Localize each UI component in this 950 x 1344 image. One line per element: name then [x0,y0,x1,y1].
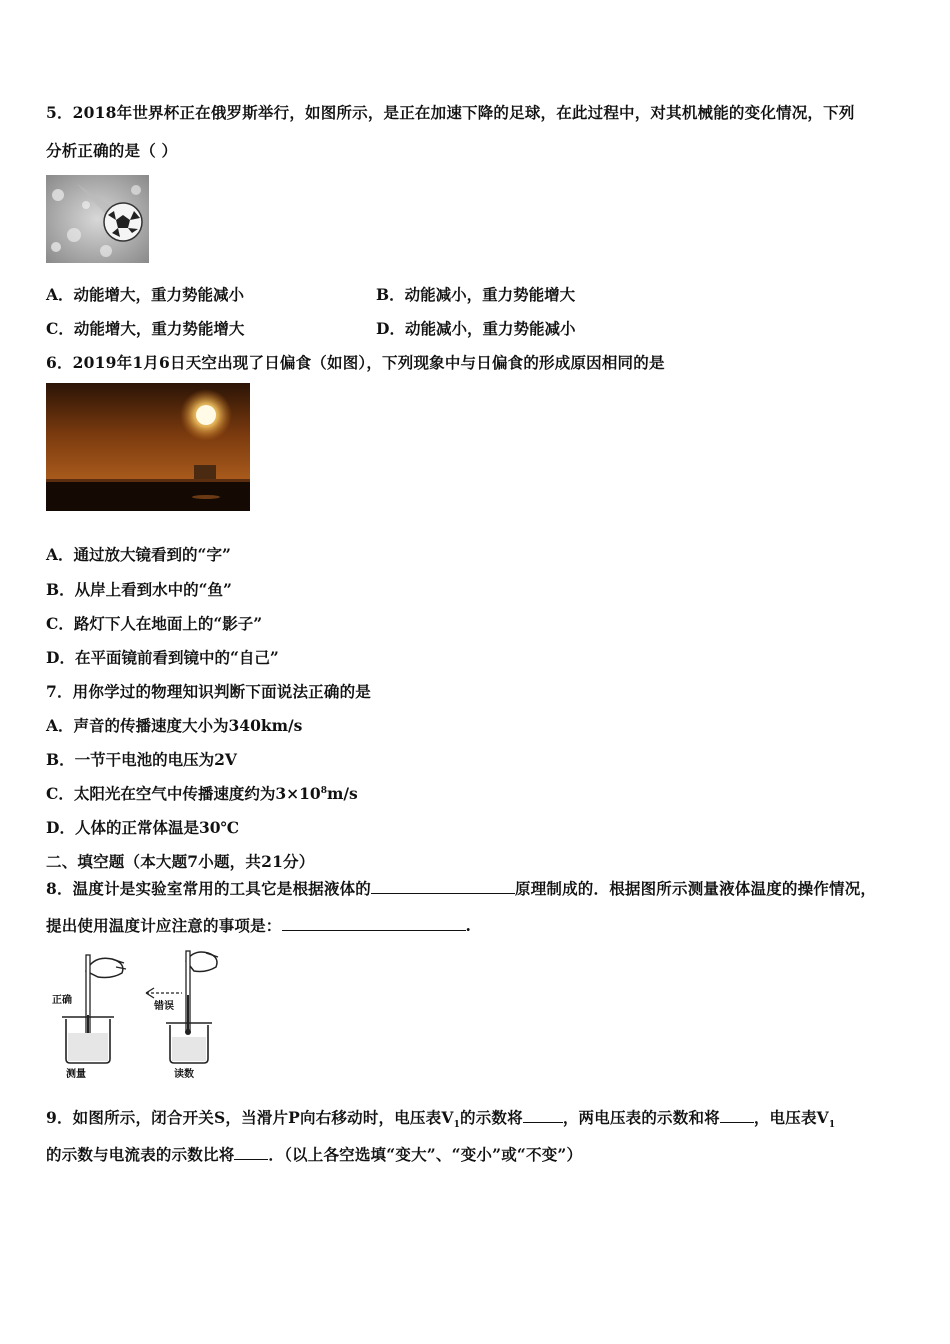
q5-stem-line1: 5．2018年世界杯正在俄罗斯举行，如图所示，是正在加速下降的足球，在此过程中，对其机械能的变化情况，下列 [46,103,855,122]
label-read: 读数 [174,1069,194,1080]
q8-line2 [46,914,471,936]
soccer-ball-photo [46,175,149,263]
q9-line1-c: ，两电压表的示数和将 [562,1108,720,1127]
section-heading: 二、填空题（本大题7小题，共21分） [46,852,315,871]
q7-option-c-unit: m/s [326,784,358,803]
q5-option-b: B．动能减小，重力势能增大 [376,285,576,304]
q7-option-d: D．人体的正常体温是30℃ [46,818,240,837]
q8-line1 [46,877,876,899]
q5-stem-line2: 分析正确的是（ ） [46,141,178,160]
q9-v1-sub-2: 1 [828,1120,836,1131]
q9-line1-a: 9．如图所示，闭合开关S，当滑片P向右移动时，电压表V [46,1108,454,1127]
label-wrong: 错误 [154,1001,174,1012]
q9-blank-1[interactable] [523,1108,563,1123]
q6-stem: 6．2019年1月6日天空出现了日偏食（如图），下列现象中与日偏食的形成原因相同的是 [46,353,665,372]
q9-line2 [46,1143,582,1165]
label-correct: 正确 [52,995,72,1006]
q7-option-c-text: C．太阳光在空气中传播速度约为3×10 [46,784,321,803]
correct-measure-illustration [62,955,126,1063]
q5-option-c: C．动能增大，重力势能增大 [46,319,245,338]
q8-blank-2[interactable] [282,916,466,931]
q6-option-d: D．在平面镜前看到镜中的“自己” [46,648,279,667]
q7-option-c-exponent: 8 [320,785,327,796]
q7-option-b: B．一节干电池的电压为2V [46,750,237,769]
q9-blank-2[interactable] [720,1108,754,1123]
label-measure: 测量 [66,1069,86,1080]
q9-line1-d: ，电压表V [753,1108,829,1127]
q9-v1-sub-1: 1 [453,1120,461,1131]
q8-line2-b: . [465,916,472,935]
q5-option-d: D．动能减小，重力势能减小 [376,319,576,338]
q6-option-b: B．从岸上看到水中的“鱼” [46,580,232,599]
q9-line2-a: 的示数与电流表的示数比将 [46,1145,235,1164]
q8-line2-a: 提出使用温度计应注意的事项是： [46,916,282,935]
q9-line1 [46,1106,835,1130]
q7-option-c [46,782,358,804]
thermometer-figure [46,945,236,1080]
q9-line2-b: ．（以上各空选填“变大”、“变小”或“不变”） [268,1145,583,1164]
q7-option-a: A．声音的传播速度大小为340km/s [46,716,303,735]
q6-option-a: A．通过放大镜看到的“字” [46,545,231,564]
q8-line1-a: 8．温度计是实验室常用的工具它是根据液体的 [46,879,371,898]
q8-line1-b: 原理制成的．根据图所示测量液体温度的操作情况， [515,879,877,898]
partial-eclipse-photo [46,383,250,511]
q7-stem: 7．用你学过的物理知识判断下面说法正确的是 [46,682,371,701]
q6-option-c: C．路灯下人在地面上的“影子” [46,614,263,633]
q5-option-a: A．动能增大，重力势能减小 [46,285,245,304]
q9-line1-b: 的示数将 [460,1108,523,1127]
q8-blank-1[interactable] [371,879,515,894]
q9-blank-3[interactable] [234,1145,268,1160]
